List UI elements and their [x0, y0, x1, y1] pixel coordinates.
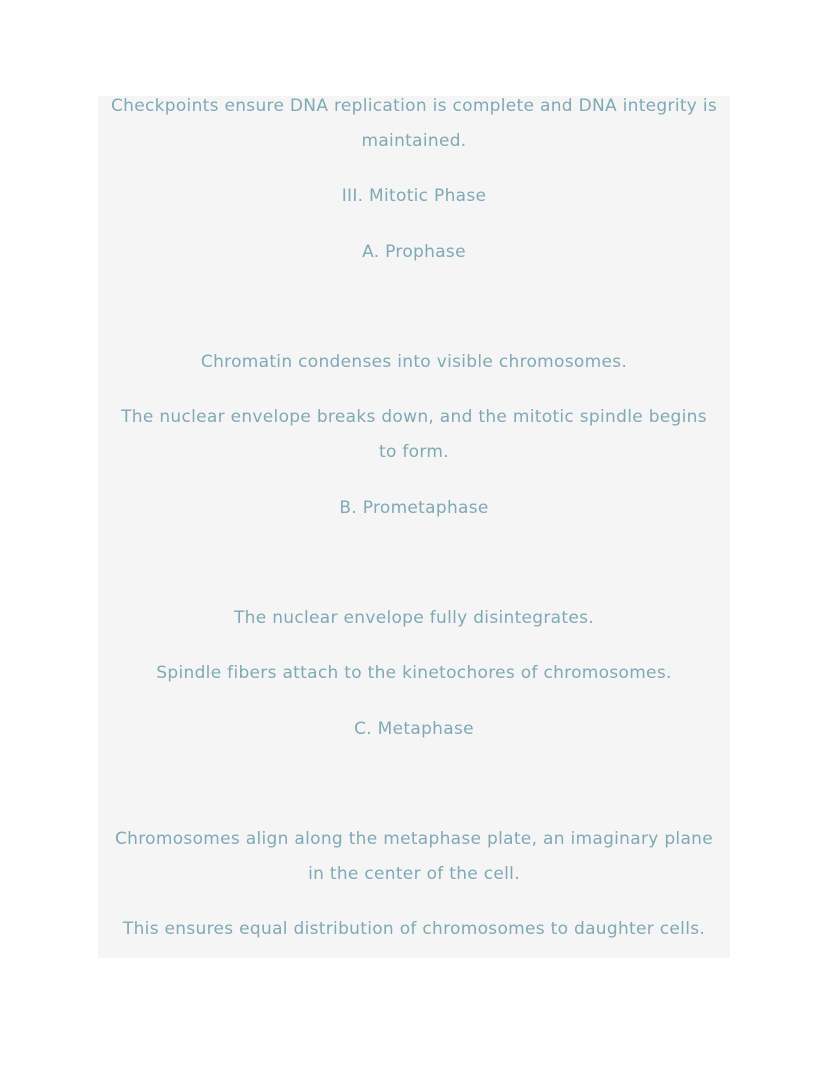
heading-mitotic-phase: III. Mitotic Phase	[341, 186, 487, 206]
paragraph-equal-distribution: This ensures equal distribution of chromosomes to daughter cells.	[122, 919, 706, 939]
paragraph-envelope-disintegrates: The nuclear envelope fully disintegrates.	[234, 608, 594, 628]
paragraph-nuclear-envelope-line-2: to form.	[379, 442, 449, 462]
document-panel	[98, 96, 730, 958]
paragraph-chromosomes-align-line-2: in the center of the cell.	[308, 864, 520, 884]
paragraph-checkpoints-line-1: Checkpoints ensure DNA replication is complete and DNA integrity is	[110, 96, 718, 116]
heading-prophase: A. Prophase	[362, 242, 466, 262]
heading-prometaphase: B. Prometaphase	[339, 498, 489, 518]
heading-metaphase: C. Metaphase	[354, 719, 474, 739]
paragraph-chromatin: Chromatin condenses into visible chromosomes.	[200, 352, 628, 372]
paragraph-chromosomes-align-line-1: Chromosomes align along the metaphase plate, an imaginary plane	[115, 829, 713, 849]
paragraph-checkpoints-line-2: maintained.	[361, 131, 467, 151]
paragraph-nuclear-envelope-line-1: The nuclear envelope breaks down, and the mitotic spindle begins	[121, 407, 707, 427]
paragraph-spindle-fibers: Spindle fibers attach to the kinetochores of chromosomes.	[156, 663, 672, 683]
